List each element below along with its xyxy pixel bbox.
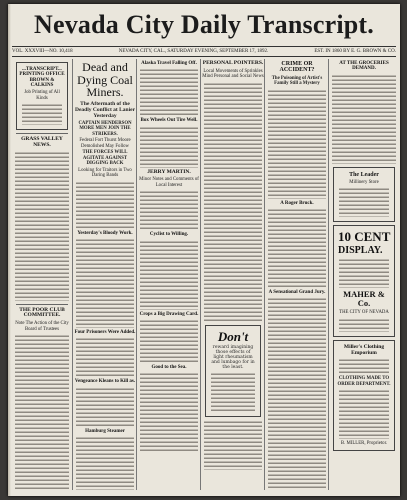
dateline <box>12 46 396 57</box>
column-rule <box>16 133 68 134</box>
miller-ad-body <box>339 389 389 439</box>
page-fold-shadow <box>8 4 11 496</box>
printing-ad-subtitle: Job Printing of All Kinds <box>24 90 60 101</box>
ten-cent-title: 10 CENT <box>338 229 391 245</box>
groceries-heading: AT THE GROCERIES DEMAND. <box>339 61 389 72</box>
personal-pointers-heading: PERSONAL POINTERS. <box>202 60 264 66</box>
grand-jury-heading: A Sensational Grand Jury. <box>268 289 326 295</box>
poor-club-heading: THE POOR CLUB COMMITTEE. <box>19 306 65 319</box>
column-5 <box>264 59 329 490</box>
hamburg-heading: Hamburg Steamer <box>85 428 125 434</box>
printing-office-ad <box>16 62 68 130</box>
miller-ad <box>333 340 395 451</box>
good-to-sea-body <box>140 372 198 452</box>
bloody-work-heading: Yesterday's Bloody Work. <box>77 230 133 236</box>
column-3 <box>136 59 201 490</box>
grand-jury-body <box>268 297 326 490</box>
miller-title: Miller's Clothing Emporium <box>343 343 385 356</box>
crime-heading: CRIME OR ACCIDENT? <box>279 61 315 74</box>
vengeance-body <box>76 387 134 427</box>
box-wheels-heading: Box Wheels Out Tire Well. <box>140 118 198 124</box>
dateline-volume: VOL. XXXVIII—NO. 10,418 <box>12 49 73 54</box>
coal-miners-deck-5: Looking for Traitors in Two Daring Bands <box>78 167 132 179</box>
groceries-body <box>332 74 396 164</box>
miller-signature: B. MILLER, Proprietor. <box>340 441 388 447</box>
crime-body <box>268 89 326 199</box>
miller-ad-intro <box>339 358 389 374</box>
column-1 <box>12 59 72 490</box>
display-title: DISPLAY. <box>338 244 383 256</box>
coal-miners-deck-4: THE FORCES WILL AGITATE AGAINST DIGGING BACK <box>82 150 128 167</box>
cyclist-body <box>140 240 198 310</box>
column-rule <box>16 304 68 305</box>
printing-ad-body <box>22 103 62 125</box>
dateline-established: EST. IN 1860 BY E. G. BROWN & CO. <box>314 49 396 54</box>
column-4-bottom-body <box>204 420 262 470</box>
coal-miners-deck-1: The Aftermath of the Deadly Conflict at Lanier Yesterday <box>74 100 136 120</box>
newspaper-page <box>8 4 400 496</box>
prisoners-body <box>76 337 134 377</box>
bloody-work-body <box>76 238 134 328</box>
crops-heading: Crops a Big Drawing Card. <box>139 311 199 317</box>
leader-ad-title: The Leader <box>349 171 379 178</box>
coal-miners-deck-3: Federal Fort Thurst Moore Demolished May Follow <box>79 138 131 149</box>
hamburg-body <box>76 436 134 490</box>
jerry-martin-subheading: Minor Notes and Comments of Local Interest <box>139 177 199 188</box>
coal-miners-deck-2: CAPTAIN HENDERSON MORE MEN JOIN THE STRIKERS. <box>78 120 132 137</box>
alaska-body <box>140 68 198 116</box>
poor-club-subheading: Note The Action of the City Board of Trustees <box>15 321 69 332</box>
dont-ad <box>205 325 261 418</box>
grass-valley-article-body <box>15 151 69 301</box>
crops-body <box>140 319 198 363</box>
dont-ad-fine-print <box>211 372 255 412</box>
leader-ad-subtitle: Millinery Store <box>349 179 379 185</box>
crime-subheading: The Poisoning of Artist's Family Still a Mystery <box>271 75 323 87</box>
poor-club-article-body <box>15 334 69 490</box>
column-2 <box>72 59 137 490</box>
cyclist-heading: Cyclist to Willing. <box>149 232 189 238</box>
column-6-ads <box>328 59 399 490</box>
personal-pointers-body <box>204 82 262 322</box>
dateline-date: NEVADA CITY, CAL., SATURDAY EVENING, SEPTEMBER 17, 1892. <box>118 49 269 54</box>
coal-miners-headline: Dead and Dying Coal Miners. <box>77 60 133 100</box>
maher-ad <box>333 225 395 337</box>
leader-ad <box>333 167 395 223</box>
roger-bruck-heading: A Roger Bruck. <box>280 200 314 206</box>
maher-name: MAHER & Co. <box>343 289 385 309</box>
prisoners-heading: Four Prisoners Were Added. <box>74 330 136 336</box>
box-wheels-body <box>140 126 198 168</box>
personal-pointers-subheading: Local Movements of Sprinkles Mind Personal and Social News <box>202 68 264 80</box>
vengeance-heading: Vengeance Kleans to Kill as. <box>74 379 136 385</box>
leader-ad-body <box>339 187 389 217</box>
alaska-heading: Alaska Travel Falling Off. <box>141 61 197 66</box>
grass-valley-heading: GRASS VALLEY NEWS. <box>21 136 63 148</box>
roger-bruck-body <box>268 208 326 288</box>
jerry-martin-heading: JERRY MARTIN. <box>147 168 191 175</box>
masthead: Nevada City Daily Transcript. <box>34 10 374 39</box>
maher-ad-body <box>339 258 389 288</box>
jerry-martin-body <box>140 190 198 230</box>
printing-ad-title: ...TRANSCRIPT... PRINTING OFFICE BROWN & CALKINS <box>19 67 65 88</box>
good-to-sea-heading: Good to the Sea. <box>151 364 187 370</box>
column-4 <box>200 59 265 490</box>
miller-subtitle: CLOTHING MADE TO ORDER DEPARTMENT. <box>337 376 391 387</box>
maher-ad-address <box>339 318 389 332</box>
dont-ad-headline: Don't <box>217 328 249 344</box>
coal-miners-body <box>76 181 134 229</box>
maher-subtitle: THE CITY OF NEVADA <box>339 310 389 316</box>
dont-ad-body: reward imagining those effects of light rheumatism and lumbago for in the least. <box>211 345 255 371</box>
